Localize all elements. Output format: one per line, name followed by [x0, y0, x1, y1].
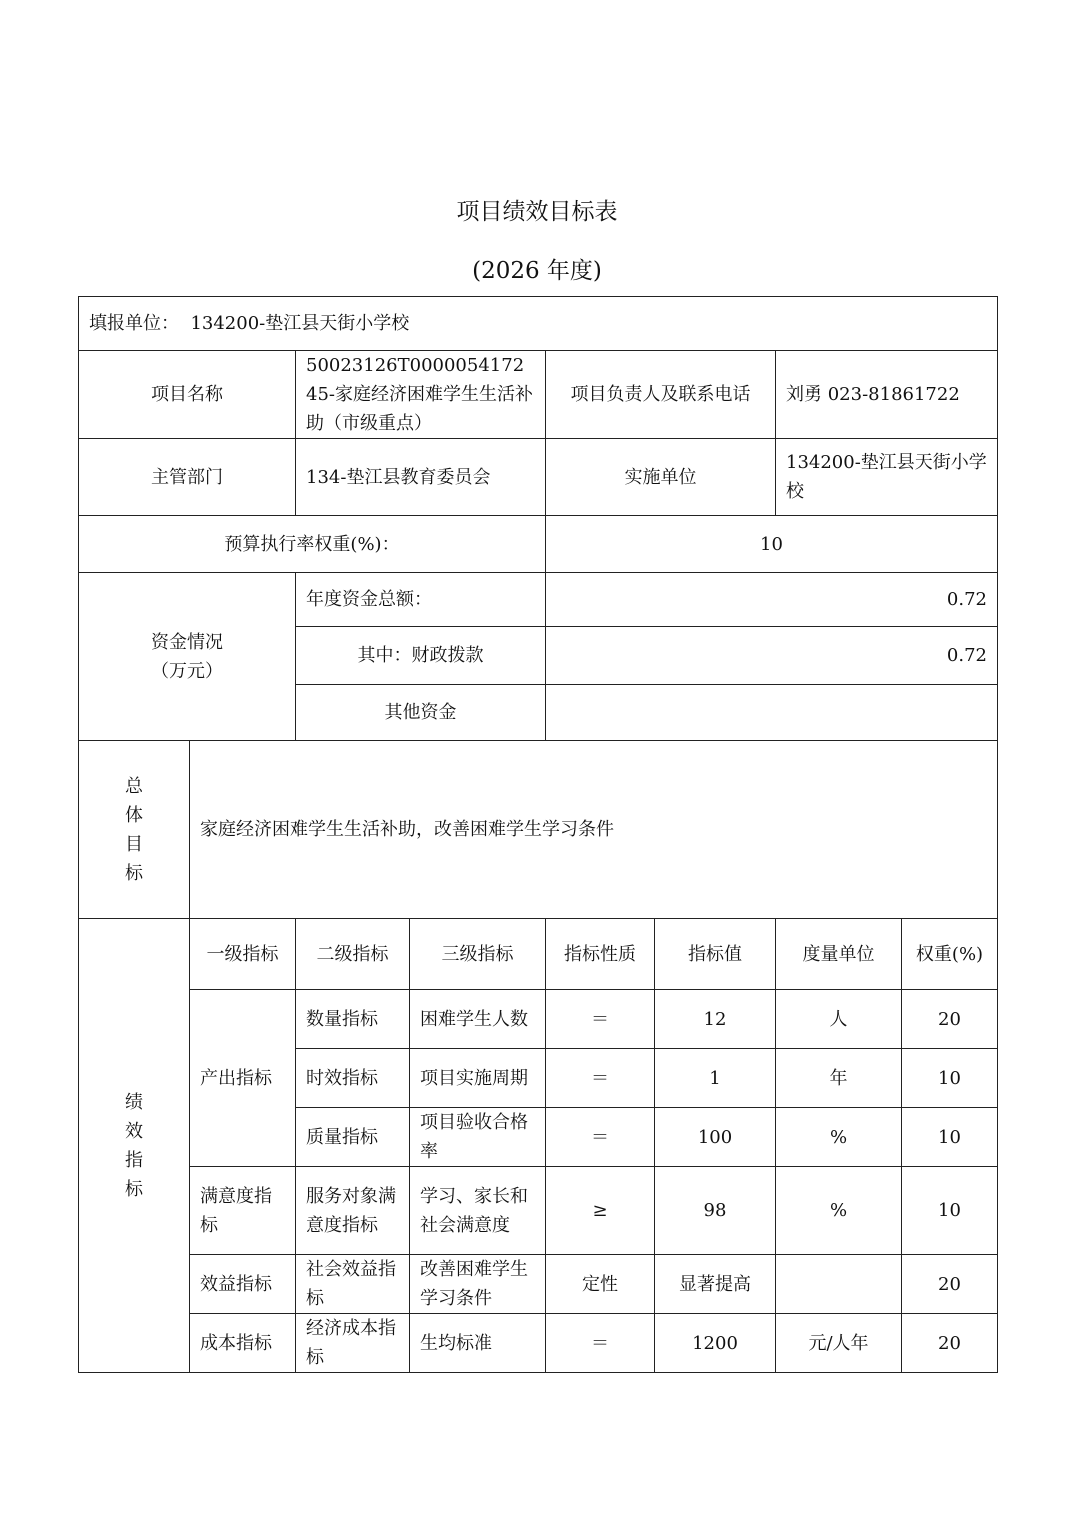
satisfaction-level3: 学习、家长和社会满意度 [410, 1167, 546, 1255]
header-level3: 三级指标 [410, 919, 546, 990]
project-name-label: 项目名称 [79, 351, 296, 439]
row-weight: 20 [902, 990, 998, 1049]
goal-label [79, 741, 190, 919]
indicator-header-row [79, 919, 998, 990]
funds-fiscal-label: 其中：财政拨款 [296, 627, 546, 685]
row-level3: 项目验收合格率 [410, 1108, 546, 1167]
budget-weight-label: 预算执行率权重(%)： [79, 516, 546, 573]
impl-value: 134200-垫江县天街小学校 [776, 439, 998, 516]
satisfaction-unit: % [776, 1167, 902, 1255]
header-nature: 指标性质 [546, 919, 655, 990]
row-value: 100 [655, 1108, 776, 1167]
row-unit: 人 [776, 990, 902, 1049]
satisfaction-weight: 10 [902, 1167, 998, 1255]
row-value: 12 [655, 990, 776, 1049]
funds-other-value [546, 685, 998, 741]
cost-level3: 生均标准 [410, 1314, 546, 1373]
page-subtitle-year: (2026 年度) [472, 258, 602, 284]
goal-text: 家庭经济困难学生生活补助，改善困难学生学习条件 [190, 741, 998, 919]
performance-table [78, 296, 998, 1373]
funds-total-row [79, 573, 998, 627]
cost-level1: 成本指标 [190, 1314, 296, 1373]
goal-label-char: 总 [125, 775, 143, 797]
filler-label: 填报单位： [89, 313, 179, 334]
benefit-unit [776, 1255, 902, 1314]
indicator-label-char: 绩 [125, 1091, 143, 1113]
dept-value: 134-垫江县教育委员会 [296, 439, 546, 516]
row-level3: 困难学生人数 [410, 990, 546, 1049]
filler-value: 134200-垫江县天街小学校 [190, 313, 410, 334]
benefit-value: 显著提高 [655, 1255, 776, 1314]
impl-label: 实施单位 [546, 439, 776, 516]
row-nature: ＝ [546, 1108, 655, 1167]
satisfaction-row [79, 1167, 998, 1255]
filler-row [79, 297, 998, 351]
budget-weight-value: 10 [546, 516, 998, 573]
page-title: 项目绩效目标表 [456, 199, 618, 225]
cost-level2: 经济成本指标 [296, 1314, 410, 1373]
benefit-level2: 社会效益指标 [296, 1255, 410, 1314]
benefit-level3: 改善困难学生学习条件 [410, 1255, 546, 1314]
benefit-row [79, 1255, 998, 1314]
indicator-label-char: 标 [125, 1178, 143, 1200]
cost-value: 1200 [655, 1314, 776, 1373]
row-nature: ＝ [546, 1049, 655, 1108]
benefit-weight: 20 [902, 1255, 998, 1314]
satisfaction-level2: 服务对象满意度指标 [296, 1167, 410, 1255]
cost-weight: 20 [902, 1314, 998, 1373]
row-value: 1 [655, 1049, 776, 1108]
cost-row [79, 1314, 998, 1373]
header-value: 指标值 [655, 919, 776, 990]
row-weight: 10 [902, 1049, 998, 1108]
cost-unit: 元/人年 [776, 1314, 902, 1373]
funds-total-label: 年度资金总额： [296, 573, 546, 627]
benefit-nature: 定性 [546, 1255, 655, 1314]
funds-total-value: 0.72 [546, 573, 998, 627]
row-level2: 质量指标 [296, 1108, 410, 1167]
funds-label-line2: （万元） [151, 660, 223, 682]
indicator-label [79, 919, 190, 1373]
row-nature: ＝ [546, 990, 655, 1049]
manager-value: 刘勇 023-81861722 [776, 351, 998, 439]
project-name-row [79, 351, 998, 439]
cost-nature: ＝ [546, 1314, 655, 1373]
dept-label: 主管部门 [79, 439, 296, 516]
satisfaction-nature: ≥ [546, 1167, 655, 1255]
funds-fiscal-value: 0.72 [546, 627, 998, 685]
indicator-label-char: 效 [125, 1120, 143, 1142]
funds-other-label: 其他资金 [296, 685, 546, 741]
satisfaction-level1: 满意度指标 [190, 1167, 296, 1255]
header-level1: 一级指标 [190, 919, 296, 990]
goal-label-char: 标 [125, 862, 143, 884]
project-name-value: 50023126T000005417245-家庭经济困难学生生活补助（市级重点） [296, 351, 546, 439]
row-weight: 10 [902, 1108, 998, 1167]
row-level2: 时效指标 [296, 1049, 410, 1108]
row-level3: 项目实施周期 [410, 1049, 546, 1108]
funds-label [79, 573, 296, 741]
filler-cell [79, 297, 998, 351]
satisfaction-value: 98 [655, 1167, 776, 1255]
output-level1: 产出指标 [190, 990, 296, 1167]
budget-weight-row [79, 516, 998, 573]
goal-label-char: 体 [125, 804, 143, 826]
funds-label-line1: 资金情况 [151, 631, 223, 653]
goal-label-char: 目 [125, 833, 143, 855]
benefit-level1: 效益指标 [190, 1255, 296, 1314]
goal-row [79, 741, 998, 919]
indicator-row [79, 990, 998, 1049]
indicator-label-char: 指 [125, 1149, 143, 1171]
row-unit: % [776, 1108, 902, 1167]
header-weight: 权重(%) [902, 919, 998, 990]
row-unit: 年 [776, 1049, 902, 1108]
row-level2: 数量指标 [296, 990, 410, 1049]
header-level2: 二级指标 [296, 919, 410, 990]
header-unit: 度量单位 [776, 919, 902, 990]
dept-row [79, 439, 998, 516]
manager-label: 项目负责人及联系电话 [546, 351, 776, 439]
